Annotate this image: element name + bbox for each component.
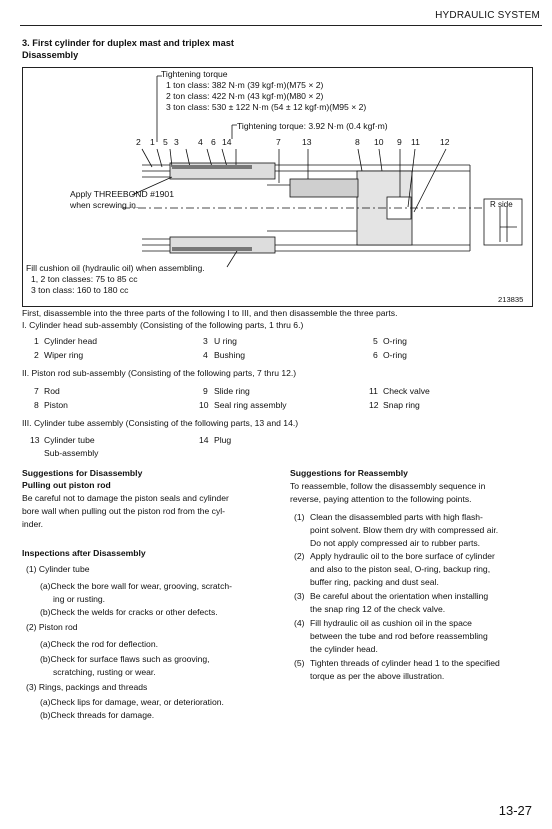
g1-num-6: 6	[373, 350, 378, 360]
callout-14: 14	[222, 137, 232, 147]
re-3-l1: Be careful about the orientation when installing	[310, 591, 489, 601]
re-4-l3: the cylinder head.	[310, 644, 378, 654]
insp-1a-2: ing or rusting.	[53, 594, 106, 604]
g1-num-1: 1	[34, 336, 39, 346]
insp-2b-1: (b)Check for surface flaws such as grooving,	[40, 654, 210, 664]
re-2-l3: buffer ring, packing and dust seal.	[310, 577, 439, 587]
insp-3b: (b)Check threads for damage.	[40, 710, 155, 720]
callout-4: 4	[198, 137, 203, 147]
fill-oil-line-1: Fill cushion oil (hydraulic oil) when assembling.	[26, 263, 205, 273]
figure-id: 213835	[498, 295, 524, 304]
g2-num-9: 9	[203, 386, 208, 396]
callout-13: 13	[302, 137, 312, 147]
threebond-line-1: Apply THREEBOND #1901	[70, 189, 174, 199]
insp-1: (1) Cylinder tube	[26, 564, 90, 574]
callout-1: 1	[150, 137, 155, 147]
pulling-rod-p1: Be careful not to damage the piston seals and cylinder	[22, 493, 229, 503]
callout-10: 10	[374, 137, 384, 147]
title-line-1: 3. First cylinder for duplex mast and triplex mast	[22, 38, 234, 48]
re-4-l1: Fill hydraulic oil as cushion oil in the space	[310, 618, 472, 628]
insp-1a-1: (a)Check the bore wall for wear, grooving, scratch-	[40, 581, 233, 591]
title-line-2: Disassembly	[22, 50, 79, 60]
g3-sub: Sub-assembly	[44, 448, 99, 458]
callout-3: 3	[174, 137, 179, 147]
g2-num-12: 12	[369, 400, 379, 410]
callout-7: 7	[276, 137, 281, 147]
g2-label-10: Seal ring assembly	[214, 400, 287, 410]
torque-line-1: 1 ton class: 382 N·m (39 kgf·m)(M75 × 2)	[166, 80, 324, 90]
callout-6: 6	[211, 137, 216, 147]
g2-label-7: Rod	[44, 386, 60, 396]
callout-2: 2	[136, 137, 141, 147]
re-2-l1: Apply hydraulic oil to the bore surface of cylinder	[310, 551, 495, 561]
group3-heading: III. Cylinder tube assembly (Consisting of the following parts, 13 and 14.)	[22, 418, 299, 428]
re-4-num: (4)	[294, 618, 305, 628]
g2-num-11: 11	[369, 386, 378, 396]
re-1-num: (1)	[294, 512, 305, 522]
insp-1b: (b)Check the welds for cracks or other defects.	[40, 607, 218, 617]
threebond-line-2: when screwing in.	[70, 200, 139, 210]
g1-label-1: Cylinder head	[44, 336, 98, 346]
pulling-rod-p3: inder.	[22, 519, 44, 529]
re-1-l3: Do not apply compressed air to rubber parts.	[310, 538, 481, 548]
torque-2: Tightening torque: 3.92 N·m (0.4 kgf·m)	[237, 121, 388, 131]
g2-num-7: 7	[34, 386, 39, 396]
section-header: HYDRAULIC SYSTEM	[435, 10, 540, 21]
g3-num-13: 13	[30, 435, 40, 445]
reassembly-intro-1: To reassemble, follow the disassembly sequence in	[290, 481, 486, 491]
reassembly-intro-2: reverse, paying attention to the following points.	[290, 494, 472, 504]
intro-text: First, disassemble into the three parts of the following I to III, and then disassemble the three parts.	[22, 308, 398, 318]
g2-label-12: Snap ring	[383, 400, 420, 410]
g1-label-5: O-ring	[383, 336, 407, 346]
reassembly-heading: Suggestions for Reassembly	[290, 468, 408, 478]
g1-label-2: Wiper ring	[44, 350, 84, 360]
g1-label-4: Bushing	[214, 350, 246, 360]
insp-2b-2: scratching, rusting or wear.	[53, 667, 156, 677]
g1-num-5: 5	[373, 336, 378, 346]
re-1-l2: point solvent. Blow them dry with compressed air.	[310, 525, 499, 535]
torque-line-3: 3 ton class: 530 ± 122 N·m (54 ± 12 kgf·m)(M95 × 2)	[166, 102, 367, 112]
re-3-num: (3)	[294, 591, 305, 601]
g3-num-14: 14	[199, 435, 209, 445]
header-rule	[20, 25, 542, 26]
group1-heading: I. Cylinder head sub-assembly (Consisting of the following parts, 1 thru 6.)	[22, 320, 304, 330]
section-title	[22, 37, 234, 61]
insp-3a: (a)Check lips for damage, wear, or deterioration.	[40, 697, 224, 707]
g2-num-8: 8	[34, 400, 39, 410]
re-5-l1: Tighten threads of cylinder head 1 to the specified	[310, 658, 500, 668]
pulling-rod-p2: bore wall when pulling out the piston rod from the cyl-	[22, 506, 226, 516]
callout-9: 9	[397, 137, 402, 147]
g1-num-2: 2	[34, 350, 39, 360]
callout-5: 5	[163, 137, 168, 147]
callout-8: 8	[355, 137, 360, 147]
re-2-num: (2)	[294, 551, 305, 561]
pulling-rod-heading: Pulling out piston rod	[22, 480, 111, 490]
fill-oil-line-2: 1, 2 ton classes: 75 to 85 cc	[31, 274, 138, 284]
insp-2: (2) Piston rod	[26, 622, 78, 632]
re-1-l1: Clean the disassembled parts with high flash-	[310, 512, 483, 522]
callout-11: 11	[411, 137, 420, 147]
g2-label-8: Piston	[44, 400, 68, 410]
re-2-l2: and also to the piston seal, O-ring, backup ring,	[310, 564, 491, 574]
g2-label-11: Check valve	[383, 386, 430, 396]
g2-num-10: 10	[199, 400, 209, 410]
fill-oil-line-3: 3 ton class: 160 to 180 cc	[31, 285, 129, 295]
torque-line-2: 2 ton class: 422 N·m (43 kgf·m)(M80 × 2)	[166, 91, 324, 101]
g1-label-6: O-ring	[383, 350, 407, 360]
g1-label-3: U ring	[214, 336, 237, 346]
g1-num-3: 3	[203, 336, 208, 346]
g1-num-4: 4	[203, 350, 208, 360]
insp-2a: (a)Check the rod for deflection.	[40, 639, 158, 649]
g3-label-13: Cylinder tube	[44, 435, 95, 445]
callout-12: 12	[440, 137, 450, 147]
inspections-heading: Inspections after Disassembly	[22, 548, 146, 558]
disassembly-suggestions-heading: Suggestions for Disassembly	[22, 468, 143, 478]
re-5-l2: torque as per the above illustration.	[310, 671, 445, 681]
re-3-l2: the snap ring 12 of the check valve.	[310, 604, 446, 614]
insp-3: (3) Rings, packings and threads	[26, 682, 148, 692]
torque-heading: Tightening torque	[161, 69, 228, 79]
g2-label-9: Slide ring	[214, 386, 250, 396]
g3-label-14: Plug	[214, 435, 232, 445]
group2-heading: II. Piston rod sub-assembly (Consisting of the following parts, 7 thru 12.)	[22, 368, 297, 378]
rside-label: R side	[490, 200, 513, 209]
re-5-num: (5)	[294, 658, 305, 668]
page-number: 13-27	[498, 803, 532, 818]
re-4-l2: between the tube and rod before reassembling	[310, 631, 488, 641]
